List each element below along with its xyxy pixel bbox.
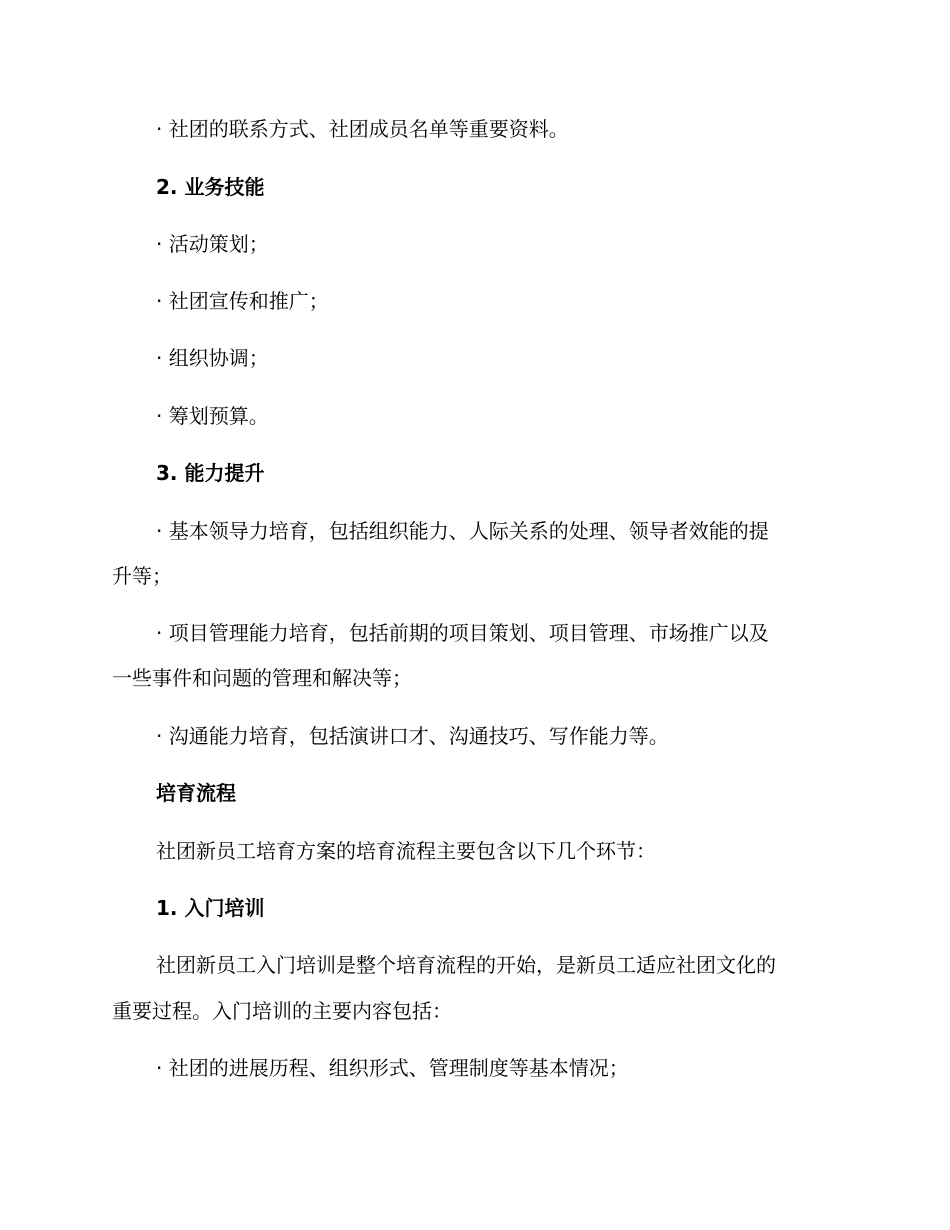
heading-orientation-training: 1. 入门培训 xyxy=(156,896,265,920)
bullet-history-structure: · 社团的进展历程、组织形式、管理制度等基本情况； xyxy=(156,1056,629,1080)
bullet-leadership-line2: 升等； xyxy=(112,564,172,588)
paragraph-process-intro: 社团新员工培育方案的培育流程主要包含以下几个环节： xyxy=(156,839,656,863)
bullet-leadership-line1: · 基本领导力培育，包括组织能力、人际关系的处理、领导者效能的提 xyxy=(156,519,769,543)
bullet-project-mgmt-line1: · 项目管理能力培育，包括前期的项目策划、项目管理、市场推广以及 xyxy=(156,621,769,645)
bullet-project-mgmt-line2: 一些事件和问题的管理和解决等； xyxy=(112,666,412,690)
bullet-promotion: · 社团宣传和推广； xyxy=(156,289,329,313)
paragraph-orientation-line2: 重要过程。入门培训的主要内容包括： xyxy=(112,999,452,1023)
bullet-coordination: · 组织协调； xyxy=(156,346,269,370)
paragraph-orientation-line1: 社团新员工入门培训是整个培育流程的开始，是新员工适应社团文化的 xyxy=(156,953,776,977)
bullet-communication: · 沟通能力培育，包括演讲口才、沟通技巧、写作能力等。 xyxy=(156,724,669,748)
heading-business-skills: 2. 业务技能 xyxy=(156,175,265,199)
bullet-activity-planning: · 活动策划； xyxy=(156,232,269,256)
bullet-budget: · 筹划预算。 xyxy=(156,404,269,428)
bullet-contact-info: · 社团的联系方式、社团成员名单等重要资料。 xyxy=(156,117,569,141)
heading-training-process: 培育流程 xyxy=(156,781,236,805)
heading-ability-improvement: 3. 能力提升 xyxy=(156,461,265,485)
